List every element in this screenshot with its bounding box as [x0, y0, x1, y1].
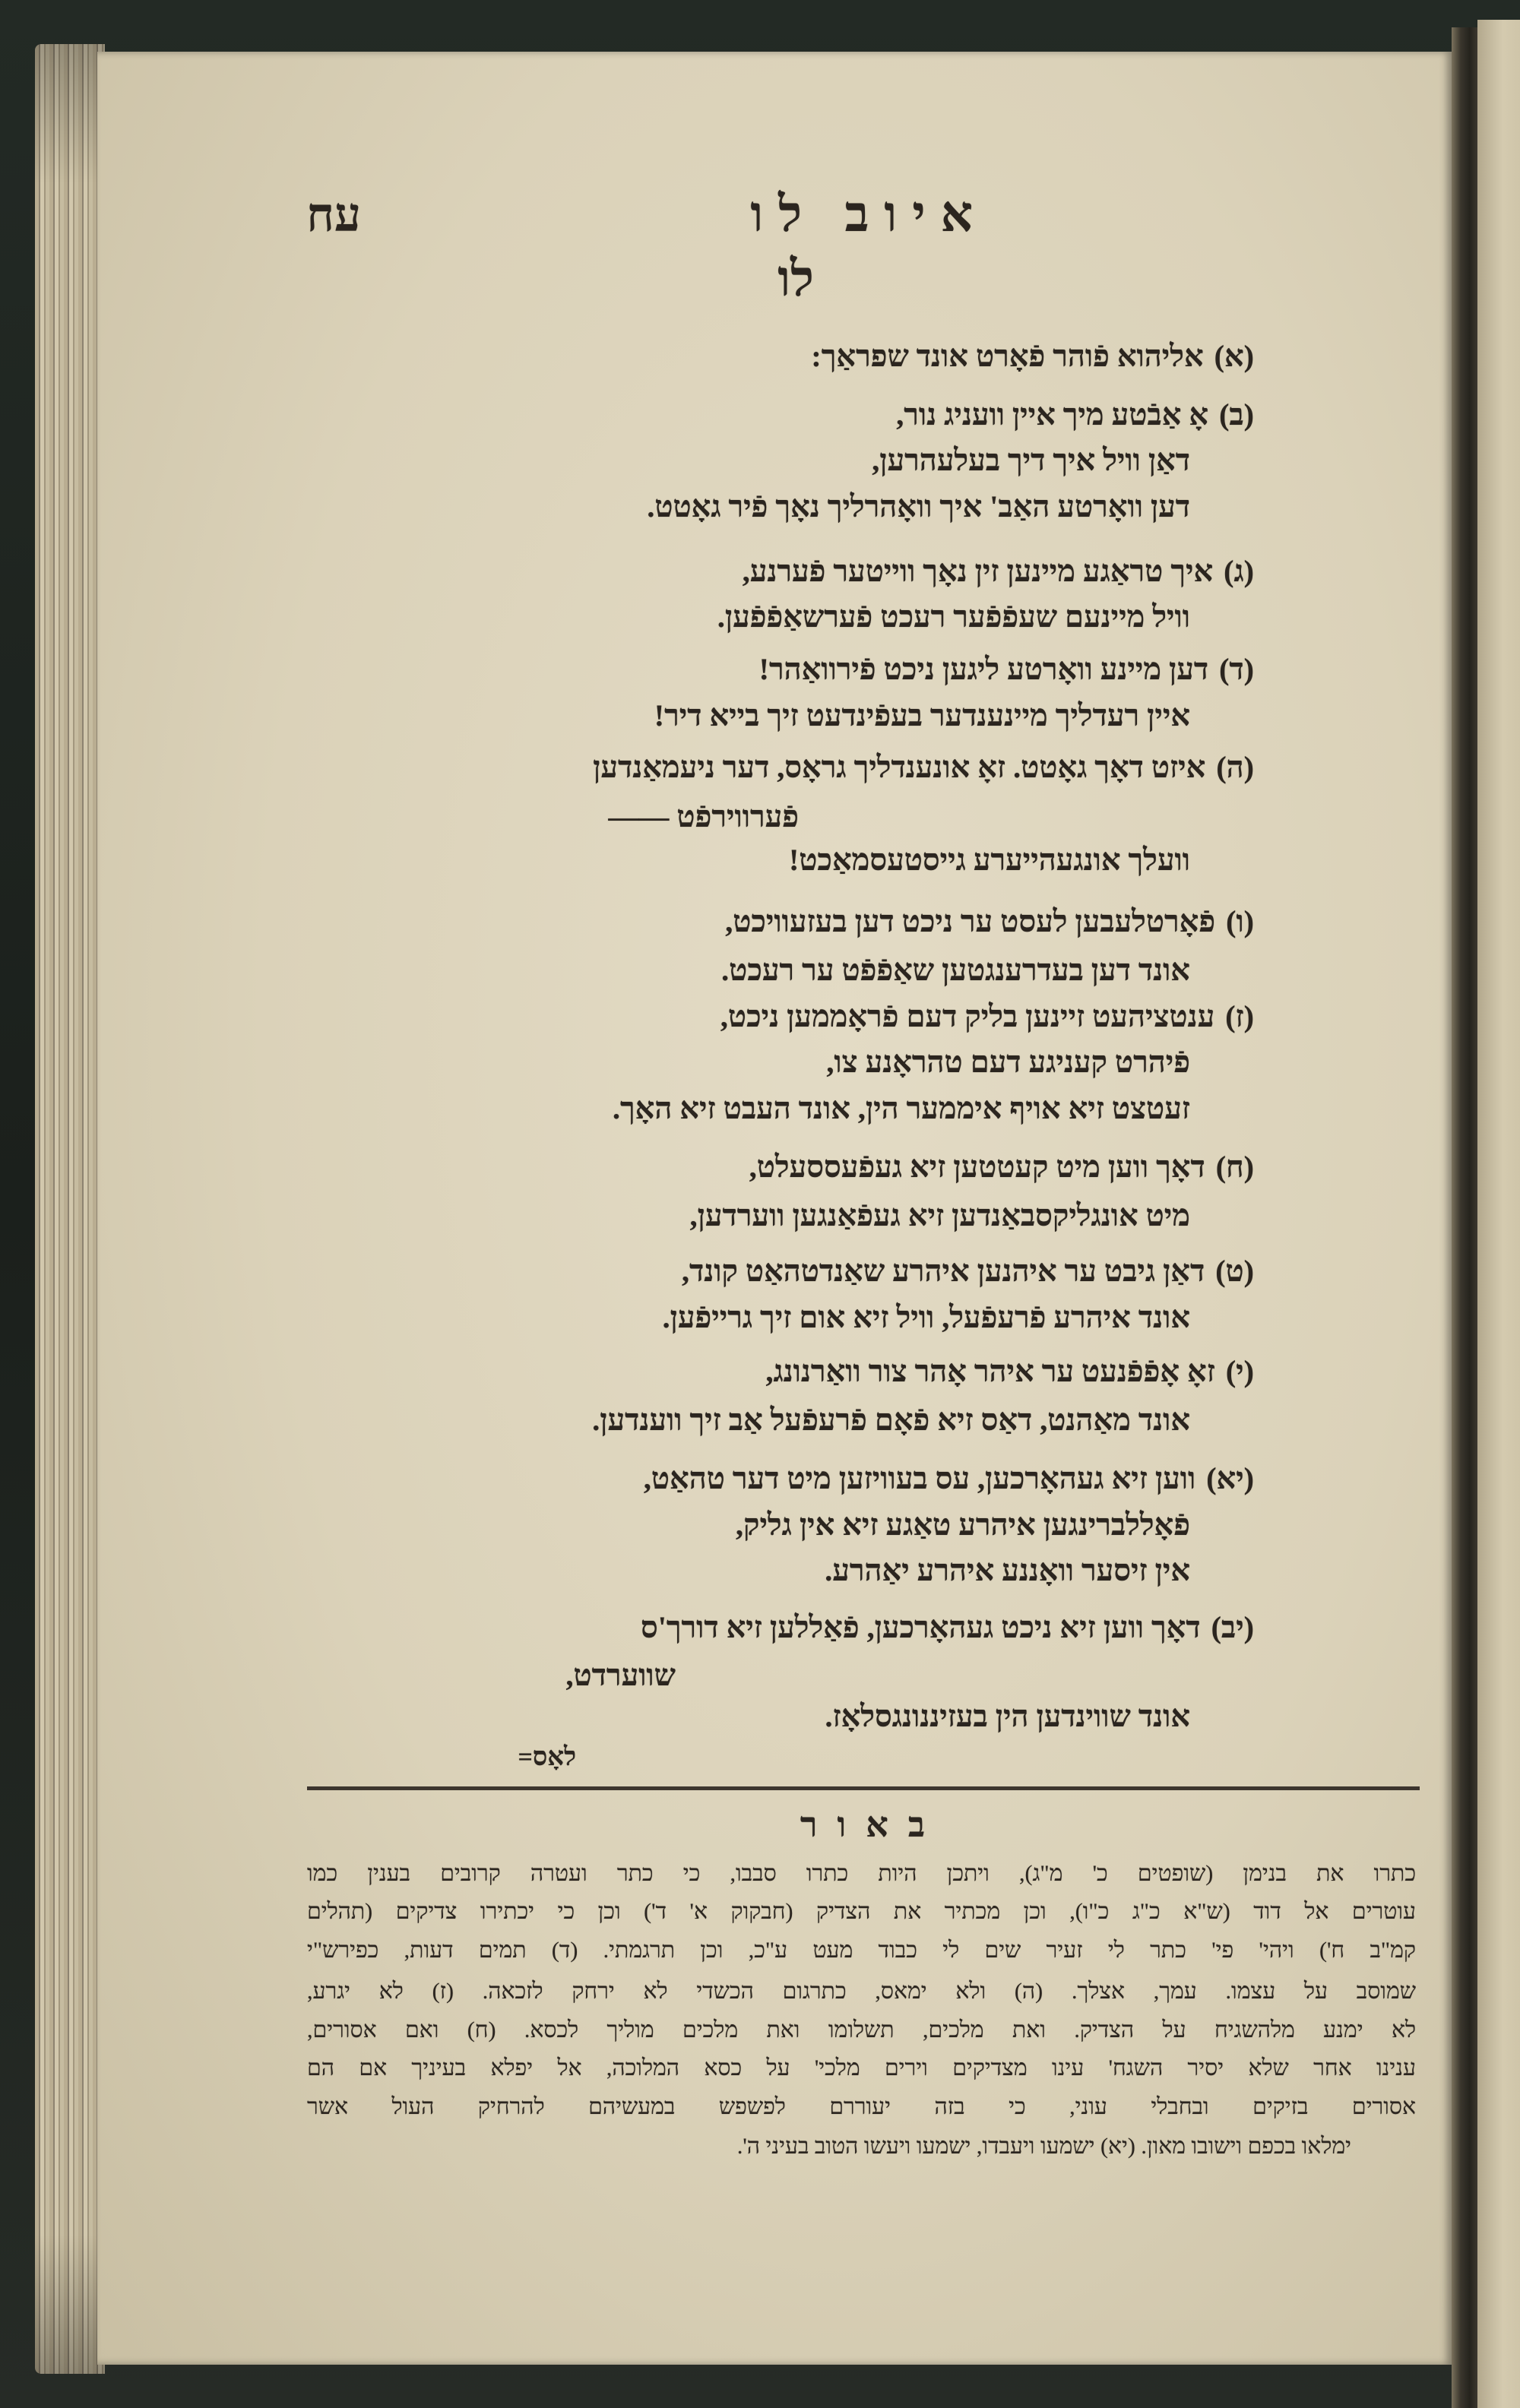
verse-label: (ה): [1216, 750, 1254, 784]
verse-line: וויל מיינעם שעפֿפֿער רעכט פֿערשאַפֿפֿען.: [717, 600, 1190, 634]
chapter-title: לו: [777, 252, 814, 307]
commentary-line: אסורים בזיקים ובחבלי עוני, כי בזה יעוררם לפשפש במעשיהם להרחיק העול אשר: [307, 2094, 1416, 2119]
verse-text: איך טראַגע מיינען זין נאָך ווייטער פֿערנע,: [742, 554, 1214, 588]
verse-text: ווען זיא געהאָרכען, עס בעוויזען מיט דער טהאַט,: [643, 1461, 1196, 1495]
commentary-line: ימלאו בכפם וישובו מאון. (יא) ישמעו ויעבדו, ישמעו ויעשו הטוב בעיני ה'.: [736, 2134, 1351, 2159]
verse-line: זעטצט זיא אויף איממער הין, אונד העבט זיא האָך.: [613, 1091, 1190, 1125]
verse-line: מיט אונגליקסבאַנדען זיא געפֿאַנגען ווערדען,: [689, 1198, 1190, 1232]
verse-line: פֿיהרט קעניגע דעם טהראָנע צו,: [826, 1045, 1190, 1079]
verse-line: [749, 1149, 1254, 1185]
verse-label: (ח): [1215, 1150, 1254, 1184]
verse-line: דען וואָרטע האַב' איך וואָהרליך נאָך פֿיר גאָטט.: [647, 489, 1190, 524]
verse-line: אונד איהרע פֿרעפֿעל, וויל זיא אום זיך גרייפֿען.: [662, 1300, 1190, 1334]
verse-line: וועלך אונגעהייערע גייסטעסמאַכט!: [788, 843, 1190, 877]
commentary-heading: באור: [800, 1805, 945, 1844]
verse-label: (ט): [1215, 1254, 1254, 1288]
section-divider: [307, 1786, 1420, 1790]
verse-text: אליהוא פֿוהר פֿאָרט אונד שפראַך:: [811, 339, 1204, 373]
verse-line: איין רעדליך מיינענדער בעפֿינדעט זיך בייא דיר!: [654, 698, 1190, 733]
verse-line: [765, 1353, 1254, 1390]
verse-label: (ז): [1225, 999, 1254, 1033]
verse-text: דען מיינע וואָרטע ליגען ניכט פֿירוואַהר!: [758, 652, 1209, 686]
verse-line: [896, 397, 1254, 433]
adjacent-page: [1477, 20, 1520, 2408]
verse-label: (ו): [1226, 904, 1254, 938]
verse-text: זאָ אָפֿפֿנעט ער איהר אָהר צור וואַרנונג,: [765, 1354, 1215, 1388]
verse-line: [644, 1460, 1254, 1497]
verse-line: אונד דען בעדרענגטען שאַפֿפֿט ער רעכט.: [721, 953, 1190, 987]
verse-overflow-line: פֿערווירפֿט ——: [608, 799, 799, 834]
verse-line: אונד שווינדען הין בעזיננונגסלאָז.: [825, 1699, 1190, 1733]
verse-line: פֿאָללברינגען איהרע טאַגע זיא אין גליק,: [736, 1508, 1190, 1542]
verse-text: אָ אַבֿטע מיך איין וועניג נור,: [896, 397, 1209, 432]
verse-line: [720, 998, 1254, 1035]
verse-line: אין זיסער וואָננע איהרע יאַהרע.: [825, 1553, 1190, 1587]
verse-text: דאַן גיבט ער איהנען איהרע שאַנדטהאַט קונד,: [682, 1254, 1205, 1288]
verse-label: (י): [1225, 1354, 1254, 1388]
running-title: איוב לו: [750, 187, 988, 242]
verse-label: (ב): [1219, 397, 1254, 432]
verse-text: דאָך ווען מיט קעטטען זיא געפֿעססעלט,: [749, 1150, 1205, 1184]
verse-label: (יא): [1206, 1461, 1254, 1495]
verse-label: (ג): [1224, 554, 1254, 588]
verse-line: [743, 553, 1254, 590]
verse-line: [641, 1609, 1254, 1646]
commentary-line: עוטרים אל דוד (ש"א כ"ג כ"ו), וכן מכתיר את הצדיק (חבקוק א' ד') וכן כי יכתירו צדיקים (תהלים: [307, 1899, 1416, 1924]
commentary-line: ענינו אחר שלא יסיר השגח' עינו מצדיקים וירים מלכי' על כסא המלוכה, אל יפלא בעיניך אם הם: [307, 2055, 1416, 2080]
verse-text: ענטציהעט זיינען בליק דעם פֿראָממען ניכט,: [720, 999, 1215, 1033]
verse-line: דאַן וויל איך דיך בעלעהרען,: [872, 443, 1190, 477]
verse-text: פֿאָרטלעבען לעסט ער ניכט דען בעזעוויכט,: [725, 904, 1216, 938]
commentary-line: כתרו את בנימן (שופטים כ' מ"ג), ויתכן היות כתרו סבבו, כי כתר ועטרה קרובים בענין כמו: [307, 1861, 1416, 1886]
verse-line: [759, 651, 1254, 688]
commentary-line: שמוסב על עצמו. עמך, אצלך. (ה) ולא ימאס, כתרגום הכשדי לא ירחק לזכאה. (ז) לא יגרע,: [307, 1979, 1416, 2004]
book-gutter: [1452, 27, 1477, 2408]
verse-label: (יב): [1211, 1610, 1254, 1644]
page-number: עח: [306, 190, 361, 242]
verse-overflow-line: שווערדט,: [565, 1658, 676, 1692]
page-edges: [35, 44, 105, 2374]
verse-line: [682, 1253, 1254, 1289]
verse-label: (ד): [1219, 652, 1254, 686]
verse-line: אונד מאַהנט, דאַס זיא פֿאָם פֿרעפֿעל אַב זיך ווענדען.: [592, 1403, 1190, 1437]
verse-label: (א): [1214, 339, 1254, 373]
verse-text: איזט דאָך גאָטט. זאָ אונענדליך גראָס, דער ניעמאַנדען: [593, 750, 1206, 784]
verse-text: דאָך ווען זיא ניכט געהאָרכען, פֿאַללען זיא דורך'ס: [640, 1610, 1201, 1644]
commentary-line: קמ"ב ח') ויהי' פי' כתר לי זעיר שים לי כבוד מעט ע"כ, וכן תרגמתי. (ד) תמים דעות, כפירש"י: [307, 1938, 1416, 1963]
catchword: לאָס=: [518, 1743, 576, 1771]
verse-line: [811, 338, 1254, 375]
verse-line: [725, 903, 1254, 940]
commentary-line: לא ימנע מלהשגיח על הצדיק. ואת מלכים, תשלומו ואת מלכים מוליך לכסא. (ח) ואם אסורים,: [307, 2017, 1416, 2043]
verse-line: [593, 749, 1254, 786]
